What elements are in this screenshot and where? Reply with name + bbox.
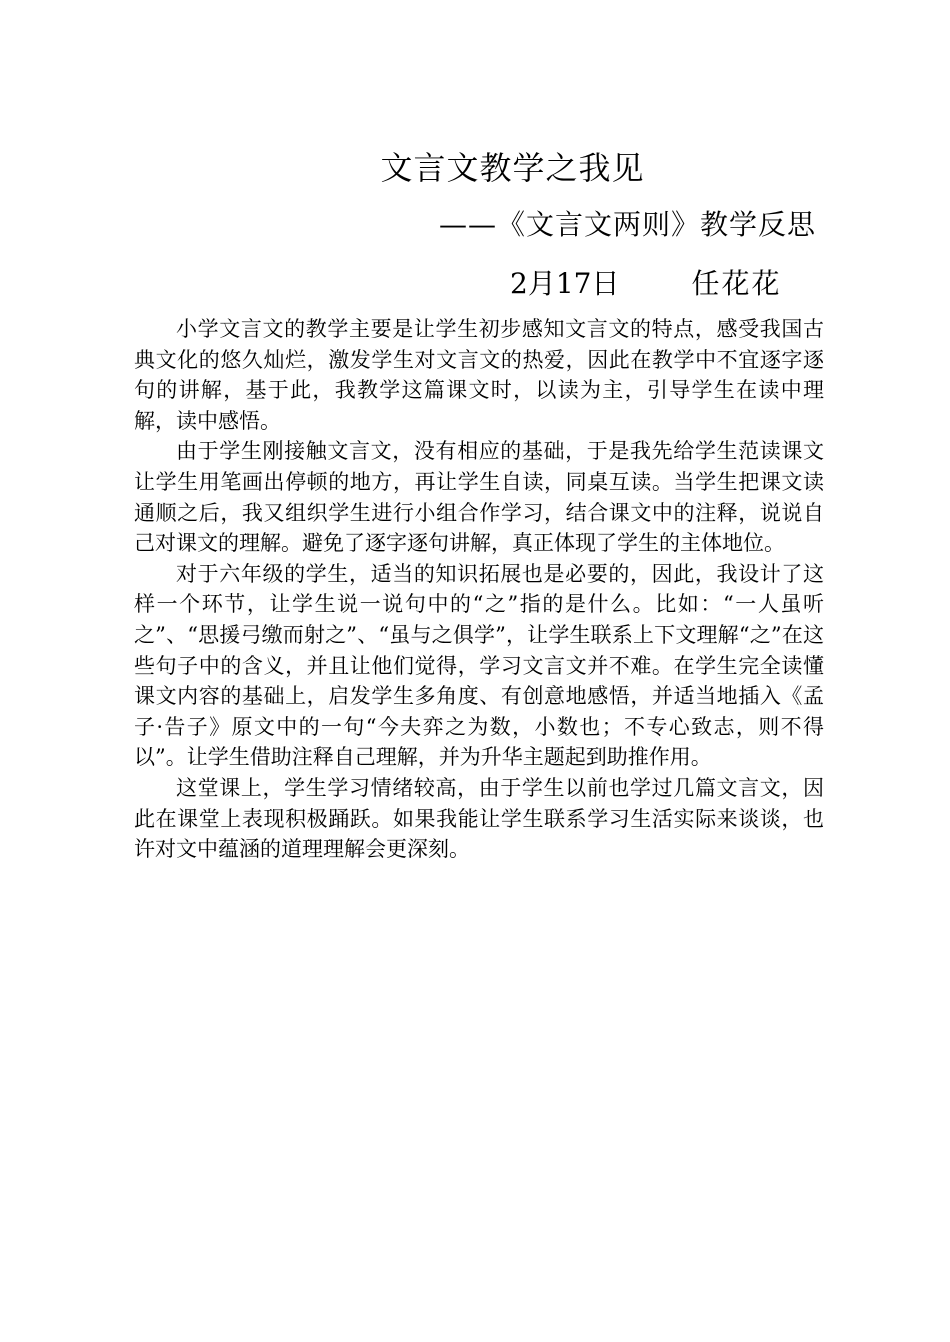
document-author: 任花花: [691, 267, 782, 300]
paragraph-2: 由于学生刚接触文言文，没有相应的基础，于是我先给学生范读课文让学生用笔画出停顿的地方，再让学生自读，同桌互读。当学生把课文读通顺之后，我又组织学生进行小组合作学习，结合课文中的注释，说说自己对课文的理解。避免了逐字逐句讲解，真正体现了学生的主体地位。: [134, 439, 824, 556]
paragraph-3: 对于六年级的学生，适当的知识拓展也是必要的，因此，我设计了这样一个环节，让学生说一说句中的“之”指的是什么。比如：“一人虽听之”、“思援弓缴而射之”、“虽与之俱学”，让学生联系上下文理解“之”在这些句子中的含义，并且让他们觉得，学习文言文并不难。在学生完全读懂课文内容的基础上，启发学生多角度、有创意地感悟，并适当地插入《孟子·告子》原文中的一句“今夫弈之为数，小数也；不专心致志，则不得以”。让学生借助注释自己理解，并为升华主题起到助推作用。: [134, 561, 824, 770]
date-author-line: [510, 264, 810, 304]
paragraph-1: 小学文言文的教学主要是让学生初步感知文言文的特点，感受我国古典文化的悠久灿烂，激发学生对文言文的热爱，因此在教学中不宜逐字逐句的讲解，基于此，我教学这篇课文时，以读为主，引导学生在读中理解，读中感悟。: [134, 317, 824, 433]
document-date: 2月17日: [510, 267, 620, 300]
document-subtitle: ——《文言文两则》教学反思: [438, 208, 816, 241]
document-title: 文言文教学之我见: [380, 149, 645, 187]
document-body: [134, 314, 824, 865]
paragraph-4: 这堂课上，学生学习情绪较高，由于学生以前也学过几篇文言文，因此在课堂上表现积极踊跃。如果我能让学生联系学习生活实际来谈谈，也许对文中蕴涵的道理理解会更深刻。: [134, 775, 824, 862]
